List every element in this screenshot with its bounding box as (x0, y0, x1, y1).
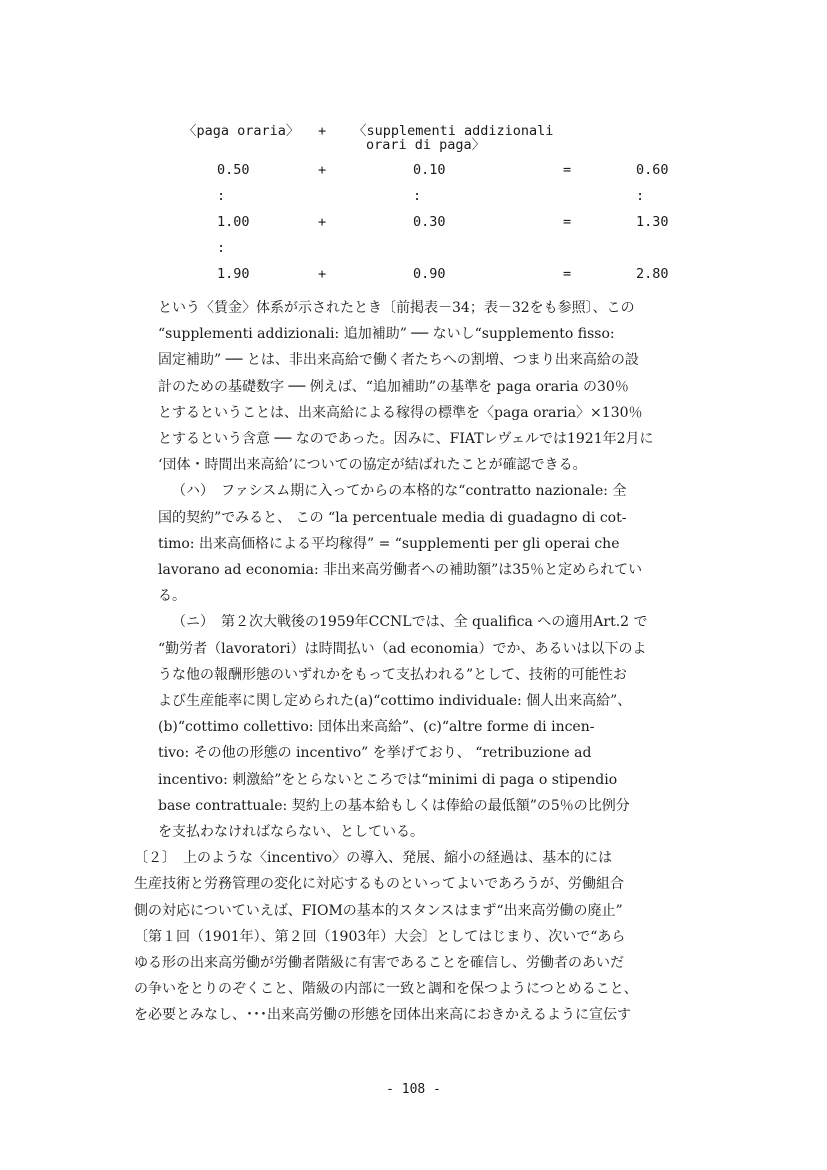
formula-header-left: 〈paga oraria〉 (183, 123, 300, 139)
formula-cell-c: : (636, 188, 645, 204)
formula-cell-eq: = (563, 162, 572, 178)
formula-cell-op: + (318, 214, 327, 230)
body-line: 固定補助” ── とは、非出来高給で働く者たちへの割増、つまり出来高給の設 (158, 352, 639, 368)
body-line: incentivo: 刺激給”をとらないところでは“minimi di paga o stipendio (158, 772, 618, 788)
formula-cell-b: 0.30 (413, 214, 446, 230)
body-line: る。 (158, 588, 186, 604)
formula-cell-eq: = (563, 266, 572, 282)
formula-cell-c: 0.60 (636, 162, 669, 178)
body-line: とするという含意 ── なのであった。因みに、FIATレヴェルでは1921年2月に (158, 431, 654, 447)
body-line: lavorano ad economia: 非出来高労働者への補助額”は35％と定められてい (158, 562, 643, 578)
formula-cell-op: + (318, 266, 327, 282)
body-line: base contrattuale: 契約上の基本給もしくは俸給の最低額”の5％の比例分 (158, 798, 630, 814)
formula-cell-op: + (318, 162, 327, 178)
body-line: 計のための基礎数字 ── 例えば、“追加補助”の基準を paga oraria の30％ (158, 379, 629, 395)
formula-cell-eq: = (563, 214, 572, 230)
body-line: 国的契約”でみると、 この “la percentuale media di guadagno di cot- (158, 510, 627, 526)
body-line: timo: 出来高価格による平均稼得” = “supplementi per gli operai che (158, 536, 620, 552)
body-line: の争いをとりのぞくこと、階級の内部に一致と調和を保つようにつとめること、 (134, 981, 638, 997)
body-line: 生産技術と労務管理の変化に対応するものといってよいであろうが、労働組合 (134, 876, 624, 892)
formula-cell-a: : (217, 240, 226, 256)
body-line: ‘団体・時間出来高給’についての協定が結ばれたことが確認できる。 (158, 457, 587, 473)
page-number: - 108 - (386, 1082, 441, 1097)
formula-cell-b: : (413, 188, 422, 204)
body-line: 〔第１回（1901年）、第２回（1903年）大会〕としてはじまり、次いで“あら (134, 929, 626, 945)
formula-cell-b: 0.90 (413, 266, 446, 282)
body-line: 側の対応についていえば、FIOMの基本的スタンスはまず“出来高労働の廃止” (134, 903, 623, 919)
body-line: （ハ） ファシスム期に入ってからの本格的な“contratto nazionale: 全 (172, 483, 627, 499)
body-line: “supplementi addizionali: 追加補助” ── ないし“supplemento fisso: (158, 326, 615, 342)
formula-cell-c: 1.30 (636, 214, 669, 230)
formula-cell-b: 0.10 (413, 162, 446, 178)
body-line: 〔２〕 上のような〈incentivo〉の導入、発展、縮小の経過は、基本的には (134, 850, 613, 866)
body-line: （ニ） 第２次大戦後の1959年CCNLでは、全 qualifica への適用Art.2 で (172, 614, 648, 630)
body-line: ゆる形の出来高労働が労働者階級に有害であることを確信し、労働者のあいだ (134, 955, 624, 971)
formula-cell-c: 2.80 (636, 266, 669, 282)
body-line: “勤労者（lavoratori）は時間払い（ad economia）でか、あるいは以下のよ (158, 641, 647, 657)
body-line: よび生産能率に関し定められた(a)“cottimo individuale: 個人出来高給”、 (158, 693, 632, 709)
body-line: を必要とみなし、･･･出来高労働の形態を団体出来高におきかえるように宣伝す (134, 1007, 631, 1023)
formula-header-right-2: orari di paga〉 (366, 137, 486, 153)
formula-cell-a: 1.00 (217, 214, 250, 230)
formula-header-right-1: 〈supplementi addizionali (353, 123, 554, 139)
body-line: (b)“cottimo collettivo: 団体出来高給”、(c)“altre forme di incen- (158, 719, 595, 735)
body-line: とするということは、出来高給による稼得の標準を〈paga oraria〉×130％ (158, 405, 643, 421)
formula-cell-a: 0.50 (217, 162, 250, 178)
body-line: という〈賃金〉体系が示されたとき〔前掲表－34；表－32をも参照〕、この (158, 300, 635, 316)
body-line: tivo: その他の形態の incentivo” を挙げており、 “retribuzione ad (158, 745, 592, 761)
body-line: うな他の報酬形態のいずれかをもって支払われる”として、技術的可能性お (158, 667, 627, 683)
formula-cell-a: : (217, 188, 226, 204)
body-line: を支払わなければならない、としている。 (158, 824, 424, 840)
formula-cell-a: 1.90 (217, 266, 250, 282)
formula-header-op: + (318, 123, 327, 139)
